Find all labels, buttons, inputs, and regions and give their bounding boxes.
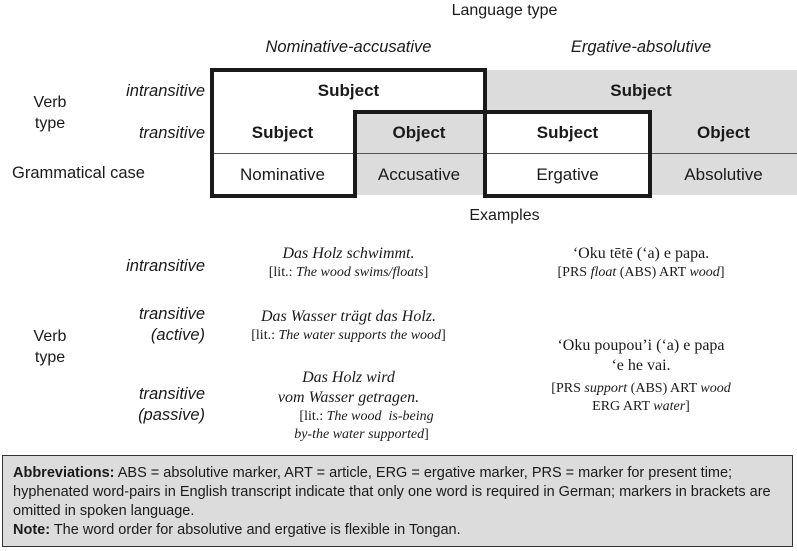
nominative-box-bottom — [210, 194, 357, 198]
examples-verb-type-label — [20, 326, 80, 368]
erg-intransitive-subject: Subject — [610, 81, 672, 100]
german-active-example — [212, 307, 485, 345]
gloss-part: (ABS) ART — [616, 265, 690, 280]
grammatical-case-label: Grammatical case — [12, 164, 145, 182]
examples-row-transitive-active — [90, 304, 205, 346]
gloss-part: ERG ART — [592, 399, 654, 414]
nominative-accusative-header: Nominative-accusative — [265, 38, 432, 56]
erg-transitive-object: Object — [697, 122, 750, 142]
gloss-part: PRS — [562, 265, 591, 280]
examples-title: Examples — [469, 207, 540, 224]
ergative-absolutive-header: Ergative-absolutive — [570, 38, 712, 56]
row-intransitive-label: intransitive — [126, 82, 205, 100]
language-type-title — [0, 2, 797, 20]
tongan-transitive-gloss-line1: [PRS support (ABS) ART wood — [551, 381, 731, 396]
tongan-transitive-sentence-line2: ‘e he vai. — [611, 357, 671, 374]
verb-type-label — [20, 92, 80, 134]
ergative-box — [483, 110, 652, 198]
tongan-intransitive-sentence: ‘Oku tētē (‘a) e papa. — [572, 245, 710, 262]
gloss-part-italic: wood — [700, 381, 731, 396]
nominative-box-top — [210, 68, 487, 116]
gloss-part-italic: wood — [689, 265, 720, 280]
tongan-transitive-example — [485, 336, 797, 416]
gloss-part-italic: float — [590, 265, 617, 280]
tongan-transitive-gloss-line2: ERG ART water] — [592, 399, 690, 414]
tongan-intransitive-gloss — [485, 264, 797, 282]
abbreviations-text: ABS = absolutive marker, ART = article, ERG = ergative marker, PRS = marker for present time; hyphenated word-pairs in English transcript indicate that only one word is required in German; markers in brackets are omitted in spoken language. — [13, 465, 771, 519]
gloss-text: The water supports the wood — [278, 328, 442, 343]
gloss-part-italic: support — [584, 381, 628, 396]
gloss-part: (ABS) ART — [627, 381, 701, 396]
german-intransitive-example — [212, 244, 485, 282]
german-passive-gloss-line2: by-the water supported] — [294, 427, 429, 442]
german-passive-gloss-line1: [lit.: The wood is-being — [299, 409, 434, 424]
note-text: The word order for absolutive and ergative is flexible in Tongan. — [50, 522, 461, 538]
gloss-text-line1: The wood is-being — [326, 409, 434, 424]
transitive-passive-line1: transitive — [138, 385, 205, 403]
nominative-box-inner-top — [353, 110, 487, 114]
erg-transitive-subject: Subject — [536, 122, 599, 142]
tongan-intransitive-example — [485, 244, 797, 282]
nominative-box-lower-left — [210, 112, 214, 198]
verb-type-line1: Verb — [33, 94, 67, 111]
note-paragraph — [13, 521, 782, 540]
transitive-passive-line2: (passive) — [138, 406, 205, 424]
abbreviations-box — [2, 455, 793, 547]
gloss-prefix: lit.: — [273, 265, 296, 280]
gloss-prefix: lit.: — [255, 328, 279, 343]
german-active-sentence: Das Wasser trägt das Holz. — [261, 308, 436, 325]
absolutive-case: Absolutive — [684, 164, 763, 184]
gloss-prefix: lit.: — [304, 409, 327, 424]
row-transitive-label: transitive — [138, 124, 205, 142]
tongan-transitive-sentence-line1: ‘Oku poupou’i (‘a) e papa — [557, 337, 725, 354]
examples-row-transitive-passive — [90, 384, 205, 426]
german-passive-sentence-line2: vom Wasser getragen. — [277, 389, 420, 406]
nom-transitive-object: Object — [392, 122, 446, 142]
gloss-text: The wood swims/floats — [295, 265, 424, 280]
examples-verb-type-line1: Verb — [33, 328, 67, 345]
gloss-text-line2: by-the water supported — [294, 427, 425, 442]
nom-intransitive-subject: Subject — [317, 81, 380, 100]
ergative-case: Ergative — [536, 164, 599, 184]
gloss-part-italic: water — [653, 399, 686, 414]
nom-transitive-subject: Subject — [251, 122, 314, 142]
german-passive-example — [212, 368, 485, 444]
note-label: Note: — [13, 522, 51, 538]
german-passive-sentence-line1: Das Holz wird — [302, 369, 395, 386]
german-active-gloss — [212, 327, 485, 345]
language-type-label: Language type — [451, 2, 558, 19]
examples-verb-type-line2: type — [34, 349, 66, 366]
gloss-part: PRS — [555, 381, 585, 396]
nominative-case: Nominative — [239, 164, 326, 184]
abbreviations-label: Abbreviations: — [13, 465, 115, 481]
examples-row-intransitive: intransitive — [126, 257, 205, 275]
german-intransitive-sentence: Das Holz schwimmt. — [282, 245, 415, 262]
accusative-case: Accusative — [377, 164, 461, 184]
transitive-active-line1: transitive — [138, 305, 205, 323]
abbreviations-paragraph — [13, 464, 782, 521]
nominative-box-inner-right — [353, 110, 357, 198]
german-intransitive-gloss — [212, 264, 485, 282]
transitive-active-line2: (active) — [150, 326, 205, 344]
verb-type-line2: type — [34, 115, 66, 132]
